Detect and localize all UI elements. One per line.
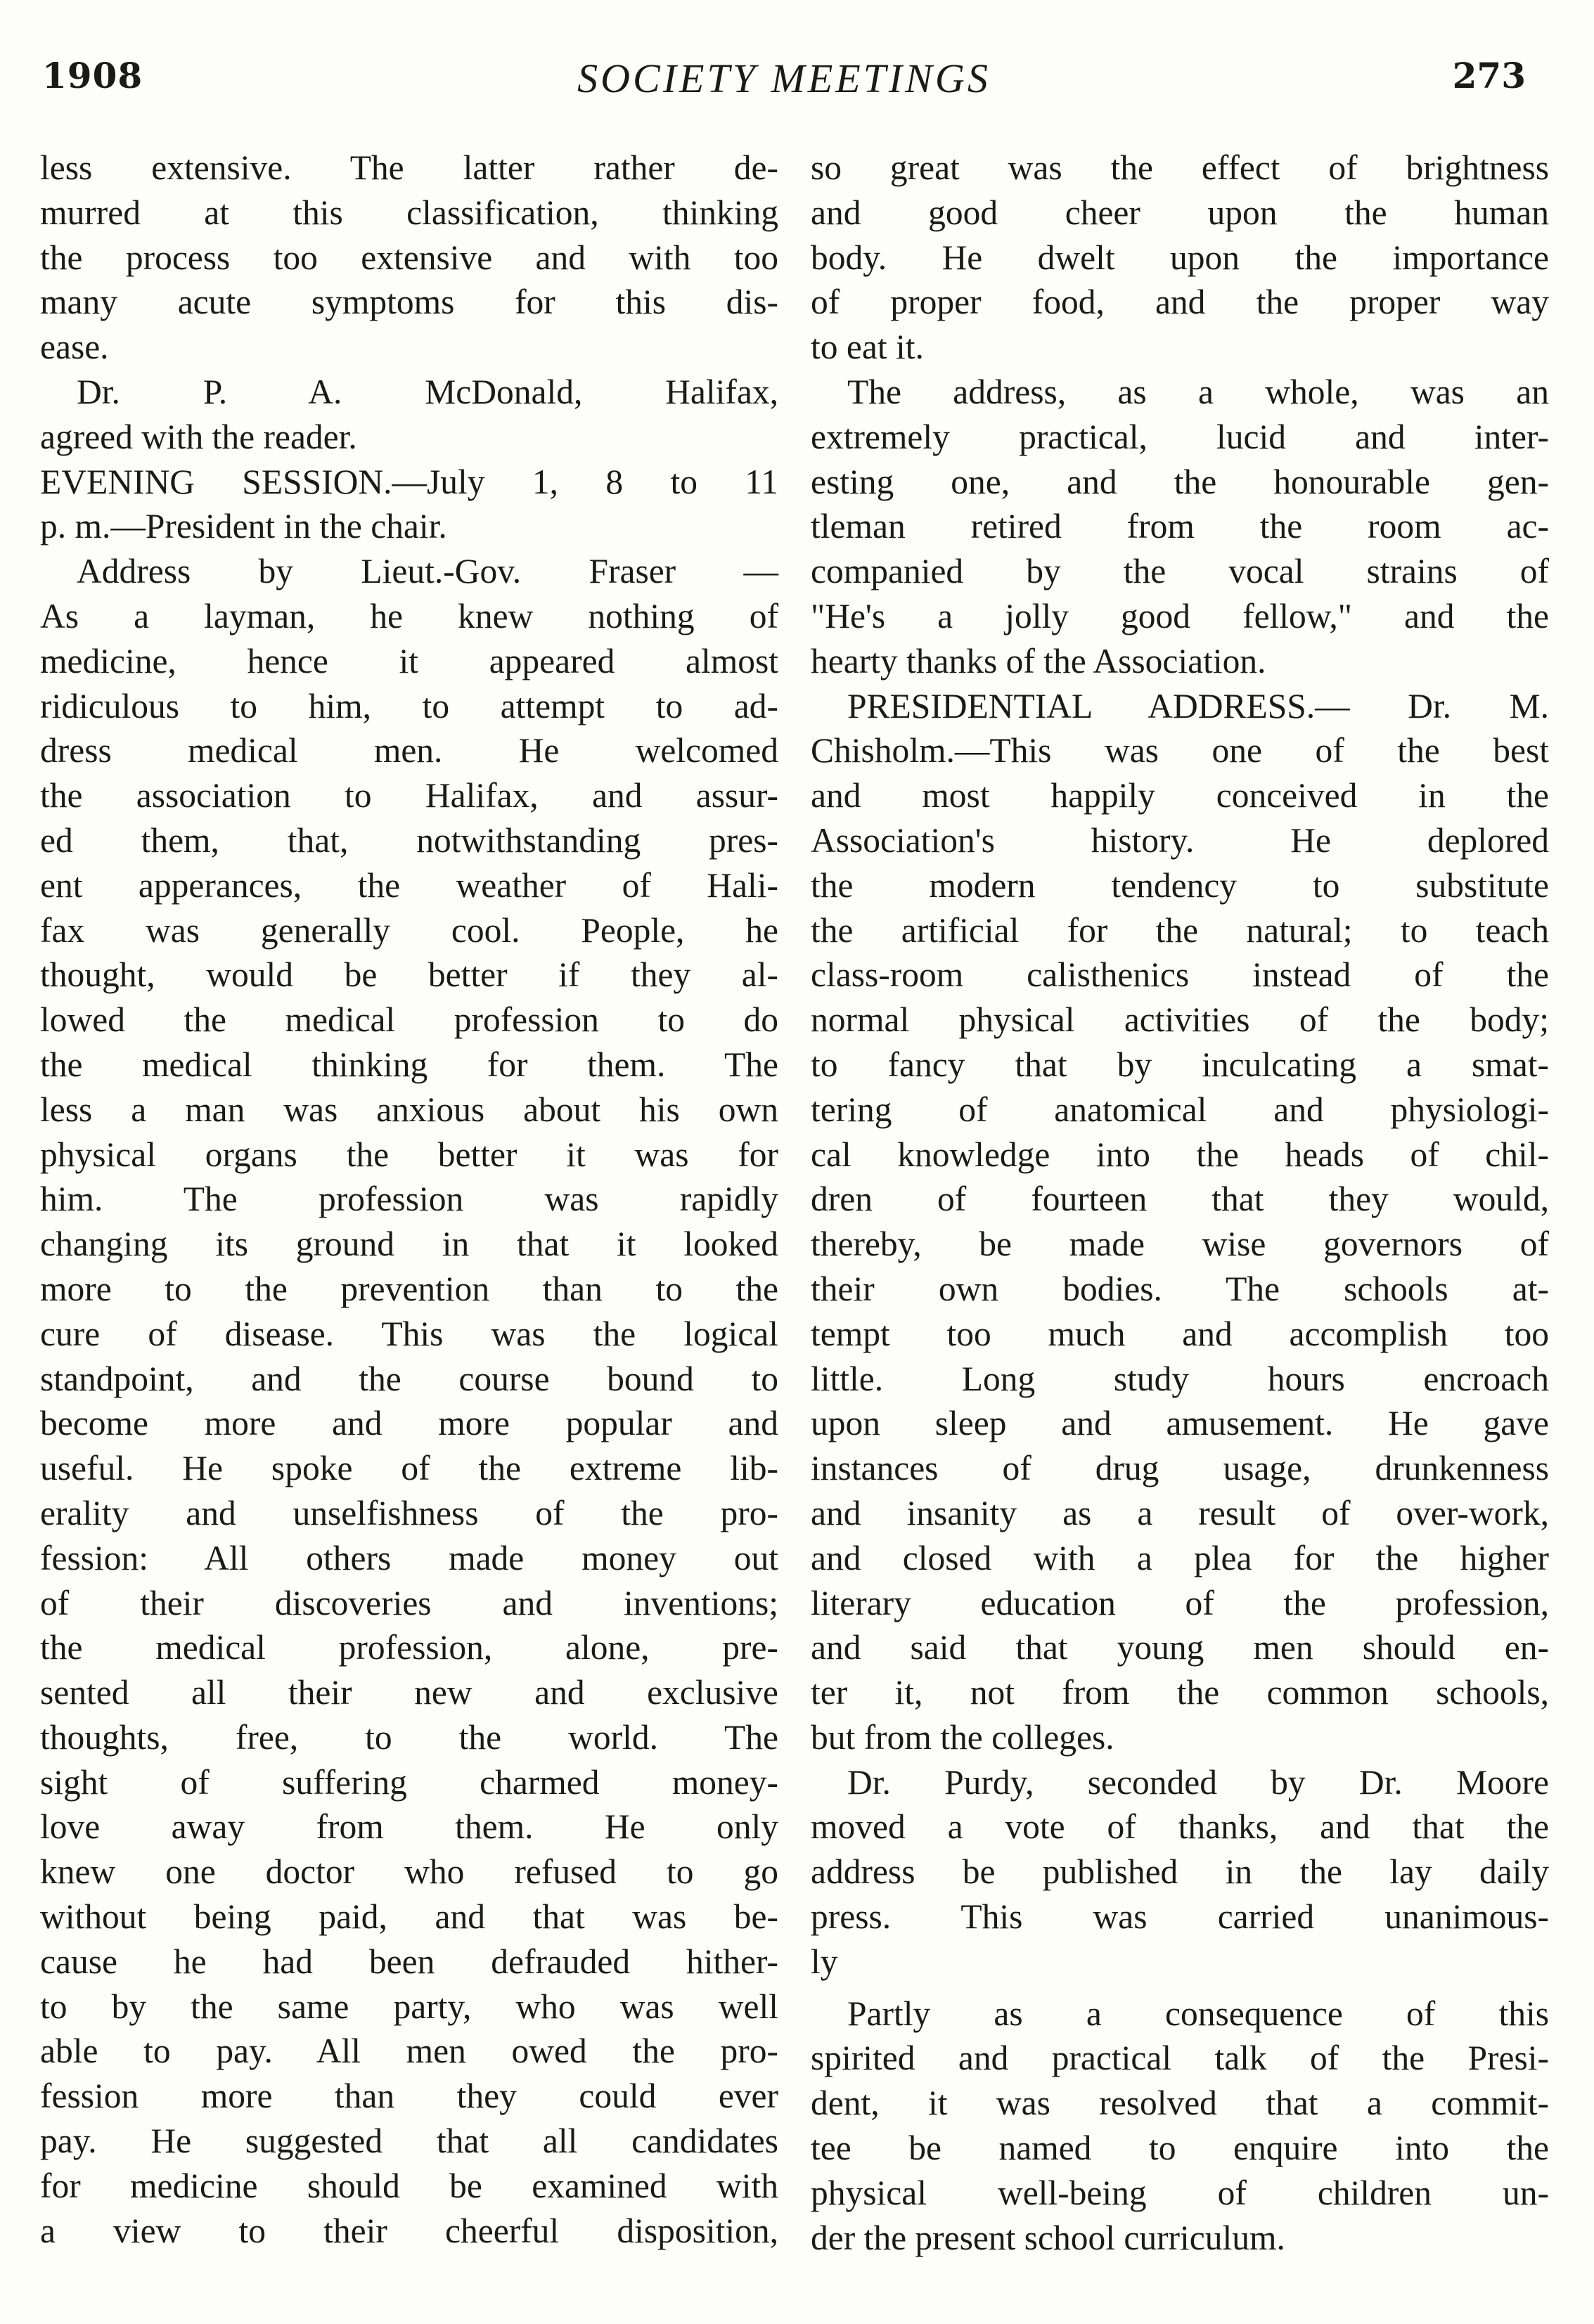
text-line: p. m.—President in the chair. [40,507,447,546]
text-line: EVENING SESSION.—July 1, 8 to 11 [40,462,778,501]
paragraph-gap [811,1984,1549,1991]
text-line: ed them, that, notwithstanding pres- [40,820,778,860]
left-column [40,146,778,2253]
text-line: ly [811,1942,838,1981]
text-line: address be published in the lay daily [811,1852,1549,1892]
text-line: tee be named to enquire into the [811,2129,1549,2168]
text-line: fession more than they could ever [40,2077,778,2116]
text-line: Dr. P. A. McDonald, Halifax, [77,372,778,411]
running-header [42,55,1526,118]
text-line: physical well-being of children un- [811,2173,1549,2212]
text-line: cause he had been defrauded hither- [40,1942,778,1981]
text-line: a view to their cheerful disposition, [40,2211,778,2250]
text-line: ter it, not from the common schools, [811,1673,1549,1712]
text-line: fession: All others made money out [40,1538,778,1577]
text-line: without being paid, and that was be- [40,1897,778,1937]
text-line: changing its ground in that it looked [40,1225,778,1264]
text-line: tleman retired from the room ac- [811,507,1549,546]
text-line: instances of drug usage, drunkenness [811,1449,1549,1488]
text-line: ease. [40,328,109,367]
text-line: cure of disease. This was the logical [40,1314,778,1353]
text-line: dent, it was resolved that a commit- [811,2084,1549,2123]
text-line: able to pay. All men owed the pro- [40,2032,778,2071]
text-line: moved a vote of thanks, and that the [811,1807,1549,1847]
text-line: and good cheer upon the human [811,193,1549,232]
text-line: ridiculous to him, to attempt to ad- [40,686,778,725]
text-line: dren of fourteen that they would, [811,1180,1549,1219]
text-line: the medical thinking for them. The [40,1045,778,1084]
text-line: of their discoveries and inventions; [40,1583,778,1622]
text-line: for medicine should be examined with [40,2166,778,2205]
text-line: erality and unselfishness of the pro- [40,1493,778,1532]
text-line: tering of anatomical and physiologi- [811,1090,1549,1129]
text-line: thought, would be better if they al- [40,955,778,995]
text-line: little. Long study hours encroach [811,1359,1549,1398]
text-line: companied by the vocal strains of [811,552,1549,591]
text-line: esting one, and the honourable gen- [811,462,1549,501]
text-line: sented all their new and exclusive [40,1673,778,1712]
text-line: cal knowledge into the heads of chil- [811,1135,1549,1174]
text-line: useful. He spoke of the extreme lib- [40,1449,778,1488]
text-line: literary education of the profession, [811,1583,1549,1622]
text-line: tempt too much and accomplish too [811,1314,1549,1353]
text-line: of proper food, and the proper way [811,283,1549,322]
header-year: 1908 [42,55,143,96]
text-line: many acute symptoms for this dis- [40,283,778,322]
text-line: pay. He suggested that all candidates [40,2122,778,2161]
text-line: and most happily conceived in the [811,776,1549,815]
text-line: hearty thanks of the Association. [811,641,1266,680]
text-line: sight of suffering charmed money- [40,1762,778,1802]
text-line: lowed the medical profession to do [40,1000,778,1040]
text-line: the modern tendency to substitute [811,865,1549,905]
text-line: their own bodies. The schools at- [811,1269,1549,1308]
text-line: body. He dwelt upon the importance [811,238,1549,277]
text-line: but from the colleges. [811,1717,1114,1757]
text-line: PRESIDENTIAL ADDRESS.— Dr. M. [847,686,1549,725]
text-line: Chisholm.—This was one of the best [811,731,1549,770]
text-line: class-room calisthenics instead of the [811,955,1549,995]
text-line: standpoint, and the course bound to [40,1359,778,1398]
text-line: knew one doctor who refused to go [40,1852,778,1892]
text-line: him. The profession was rapidly [40,1180,778,1219]
text-line: to by the same party, who was well [40,1987,778,2026]
text-line: press. This was carried unanimous- [811,1897,1549,1937]
page-number: 273 [1452,55,1526,96]
text-line: the artificial for the natural; to teach [811,910,1549,950]
text-line: the process too extensive and with too [40,238,778,277]
text-line: and insanity as a result of over-work, [811,1493,1549,1532]
text-line: As a layman, he knew nothing of [40,596,778,635]
text-line: thoughts, free, to the world. The [40,1717,778,1757]
text-line: "He's a jolly good fellow," and the [811,596,1549,635]
text-line: so great was the effect of brightness [811,148,1549,187]
text-line: less extensive. The latter rather de- [40,148,778,187]
text-line: ent apperances, the weather of Hali- [40,865,778,905]
text-line: dress medical men. He welcomed [40,731,778,770]
text-line: spirited and practical talk of the Presi- [811,2039,1549,2078]
text-line: der the present school curriculum. [811,2218,1285,2257]
right-column [811,146,1549,2260]
text-line: The address, as a whole, was an [847,372,1549,411]
header-title: SOCIETY MEETINGS [577,56,991,101]
text-line: murred at this classification, thinking [40,193,778,232]
text-line: upon sleep and amusement. He gave [811,1404,1549,1443]
text-line: the association to Halifax, and assur- [40,776,778,815]
text-line: thereby, be made wise governors of [811,1225,1549,1264]
text-line: become more and more popular and [40,1404,778,1443]
text-line: Partly as a consequence of this [847,1994,1549,2033]
text-line: love away from them. He only [40,1807,778,1847]
text-line: Dr. Purdy, seconded by Dr. Moore [847,1762,1549,1802]
text-line: Association's history. He deplored [811,820,1549,860]
text-line: Address by Lieut.-Gov. Fraser — [77,552,778,591]
text-line: to eat it. [811,328,924,367]
text-line: to fancy that by inculcating a smat- [811,1045,1549,1084]
text-line: physical organs the better it was for [40,1135,778,1174]
text-line: medicine, hence it appeared almost [40,641,778,680]
text-line: less a man was anxious about his own [40,1090,778,1129]
text-line: agreed with the reader. [40,417,357,456]
text-line: extremely practical, lucid and inter- [811,417,1549,456]
text-line: normal physical activities of the body; [811,1000,1549,1040]
text-line: and said that young men should en- [811,1628,1549,1667]
text-line: fax was generally cool. People, he [40,910,778,950]
text-line: and closed with a plea for the higher [811,1538,1549,1577]
text-line: more to the prevention than to the [40,1269,778,1308]
text-line: the medical profession, alone, pre- [40,1628,778,1667]
